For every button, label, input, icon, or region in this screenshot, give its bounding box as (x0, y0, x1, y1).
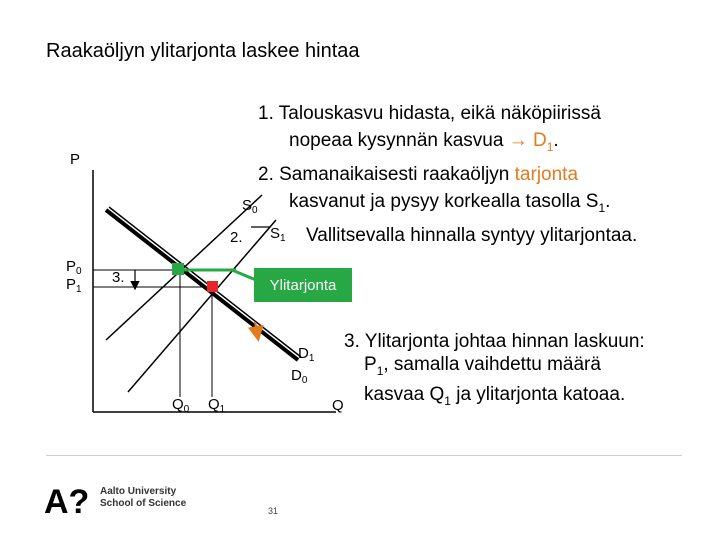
q1-subscript: 1 (219, 404, 226, 415)
note-text: 2. Samanaikaisesti raakaöljyn (258, 163, 515, 185)
note-3 (340, 330, 720, 413)
note-subscript: 1 (546, 139, 554, 154)
university-name: Aalto University (100, 486, 177, 497)
note-text: ja ylitarjonta katoaa. (450, 383, 626, 405)
school-name: School of Science (100, 498, 187, 509)
new-equilibrium-marker (207, 281, 218, 292)
note-1-line-1: 1. Talouskasvu hidasta, eikä näköpiirissä (258, 103, 601, 124)
aalto-logo-icon (44, 483, 94, 517)
d0-letter: D (291, 367, 302, 384)
p0-letter: P (66, 258, 77, 275)
s0-subscript: 0 (252, 205, 258, 216)
p1-letter: P (66, 276, 77, 293)
note-highlight: tarjonta (514, 163, 579, 185)
footer-divider (46, 455, 682, 456)
q0-subscript: 0 (183, 404, 190, 415)
arrow-icon: → (508, 130, 528, 151)
note-text: kasvanut ja pysyy korkealla tasolla S (289, 190, 599, 212)
note-2-line-3: Vallitsevalla hinnalla syntyy ylitarjontaa. (306, 224, 638, 246)
p1-label (66, 277, 82, 298)
s0-label (242, 198, 258, 219)
p0-subscript: 0 (76, 266, 82, 277)
note-text: , samalla vaihdettu määrä (383, 354, 601, 375)
s1-subscript: 1 (280, 233, 286, 244)
d1-subscript: 1 (308, 353, 315, 364)
s1-letter: S (270, 225, 281, 242)
page-number: 31 (268, 506, 279, 516)
slide-title: Raakaöljyn ylitarjonta laskee hintaa (46, 40, 360, 62)
q1-label (208, 397, 225, 418)
step-3-label: 3. (112, 269, 125, 286)
price-axis-label: P (70, 151, 81, 168)
q1-letter: Q (208, 396, 220, 413)
initial-equilibrium-marker (172, 263, 184, 275)
note-subscript: 1 (444, 393, 451, 408)
note-3-line-2 (340, 353, 720, 383)
note-text: . (605, 190, 611, 212)
s0-letter: S (242, 197, 253, 214)
q0-letter: Q (172, 396, 184, 413)
q0-label (172, 397, 189, 418)
logo-mark: A? (44, 483, 90, 517)
s1-label (270, 226, 286, 247)
surplus-label: Ylitarjonta (254, 268, 352, 302)
p1-subscript: 1 (76, 284, 82, 295)
note-3-line-3 (340, 383, 720, 413)
surplus-pointer (232, 270, 256, 280)
organization-name (100, 486, 186, 510)
note-subscript: 1 (376, 363, 384, 378)
d0-subscript: 0 (301, 375, 308, 386)
d0-label (291, 368, 307, 389)
note-text: P (364, 354, 377, 375)
step-2-label: 2. (230, 229, 243, 246)
note-text: . (553, 130, 559, 151)
note-text: kasvaa Q (364, 383, 445, 405)
d1-label (298, 346, 314, 367)
quantity-axis-label: Q (332, 397, 344, 414)
d1-letter: D (298, 345, 309, 362)
note-subscript: 1 (598, 200, 606, 215)
note-text: nopeaa kysynnän kasvua (289, 130, 509, 151)
note-text-d: D (527, 130, 547, 151)
note-3-line-1: 3. Ylitarjonta johtaa hinnan laskuun: (344, 331, 645, 352)
